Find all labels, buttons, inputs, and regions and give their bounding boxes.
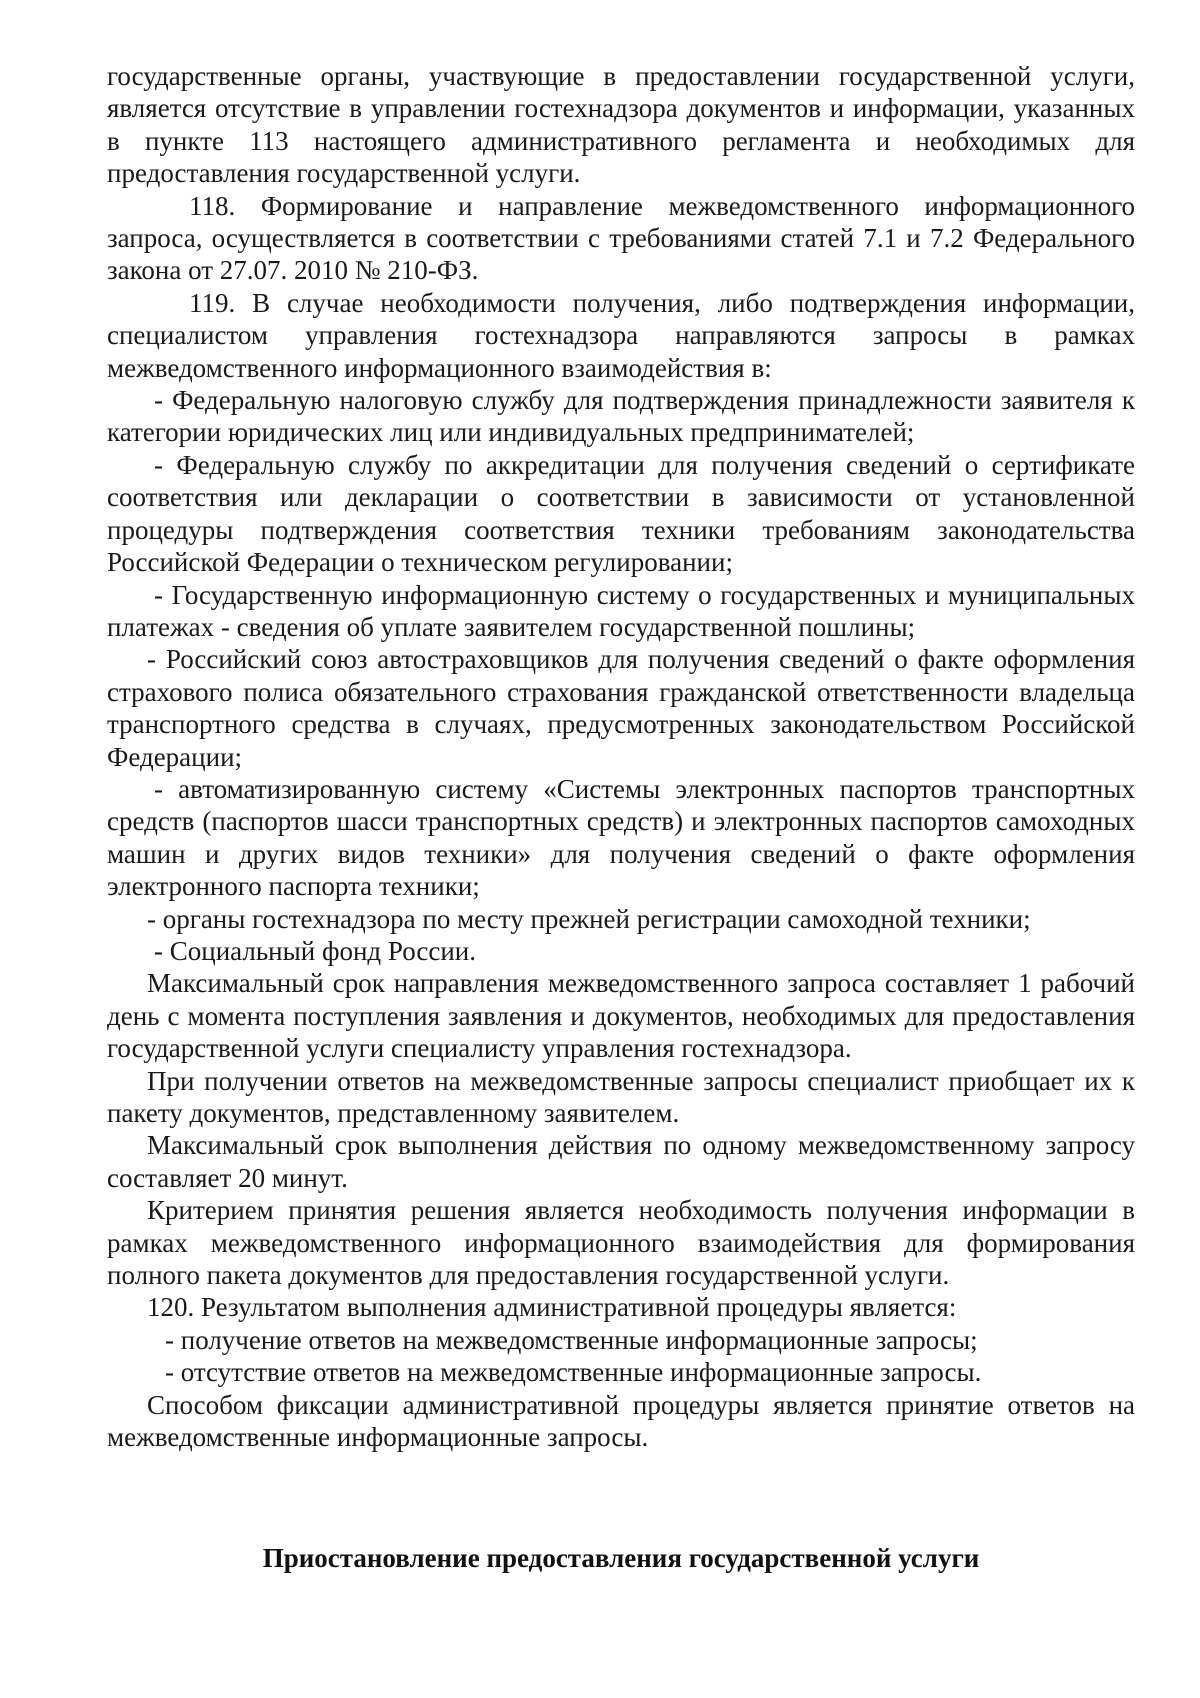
paragraph-119: 119. В случае необходимости получения, либо подтверждения информации, специалистом управления гостехнадзора направляются запросы в рамках межведомственного информационного взаимодействия в: xyxy=(107,287,1135,383)
document-body xyxy=(107,60,1135,1453)
list-item-social-fund: - Социальный фонд России. xyxy=(154,935,477,966)
paragraph-max-request-term: Максимальный срок направления межведомственного запроса составляет 1 рабочий день с момента поступления заявления и документов, необходимых для предоставления государственной услуги специалисту управления гостехнадзора. xyxy=(107,968,1135,1064)
paragraph-continuation: государственные органы, участвующие в предоставлении государственной услуги, является отсутствие в управлении гостехнадзора документов и информации, указанных в пункте 113 настоящего административного регламента и необходимых для предоставления государственной услуги. xyxy=(107,61,1135,189)
list-item-responses-absent: - отсутствие ответов на межведомственные информационные запросы. xyxy=(165,1357,982,1388)
list-item-tax-service: - Федеральную налоговую службу для подтверждения принадлежности заявителя к категории юридических лиц или индивидуальных предпринимателей; xyxy=(107,385,1135,448)
list-item-responses-received: - получение ответов на межведомственные информационные запросы; xyxy=(165,1324,978,1355)
list-item-previous-registration: - органы гостехнадзора по месту прежней регистрации самоходной техники; xyxy=(147,903,1031,934)
paragraph-fixation-method: Способом фиксации административной процедуры является принятие ответов на межведомственные информационные запросы. xyxy=(107,1389,1135,1453)
paragraph-decision-criterion: Критерием принятия решения является необходимость получения информации в рамках межведомственного информационного взаимодействия для формирования полного пакета документов для предоставления государственной услуги. xyxy=(107,1195,1135,1291)
paragraph-responses: При получении ответов на межведомственные запросы специалист приобщает их к пакету документов, представленному заявителем. xyxy=(107,1065,1135,1128)
paragraph-118: 118. Формирование и направление межведомственного информационного запроса, осуществляется в соответствии с требованиями статей 7.1 и 7.2 Федерального закона от 27.07. 2010 № 210-ФЗ. xyxy=(107,190,1135,286)
list-item-accreditation-service: - Федеральную службу по аккредитации для получения сведений о сертификате соответствия или декларации о соответствии в зависимости от установленной процедуры подтверждения соответствия техники требованиям законодательства Российской Федерации о техническом регулировании; xyxy=(107,449,1135,578)
paragraph-120: 120. Результатом выполнения административной процедуры является: xyxy=(147,1292,957,1323)
list-item-insurers-union: - Российский союз автостраховщиков для получения сведений о факте оформления страхового полиса обязательного страхования гражданской ответственности владельца транспортного средства в случаях, предусмотренных законодательством Российской Федерации; xyxy=(107,644,1135,772)
section-heading: Приостановление предоставления государственной услуги xyxy=(262,1543,980,1573)
list-item-payments-system: - Государственную информационную систему о государственных и муниципальных платежах - сведения об уплате заявителем государственной пошлины; xyxy=(107,579,1135,642)
list-item-electronic-passports: - автоматизированную систему «Системы электронных паспортов транспортных средств (паспортов шасси транспортных средств) и электронных паспортов самоходных машин и других видов техники» для получения сведений о факте оформления электронного паспорта техники; xyxy=(107,773,1135,902)
paragraph-max-action-term: Максимальный срок выполнения действия по одному межведомственному запросу составляет 20 минут. xyxy=(107,1130,1135,1193)
